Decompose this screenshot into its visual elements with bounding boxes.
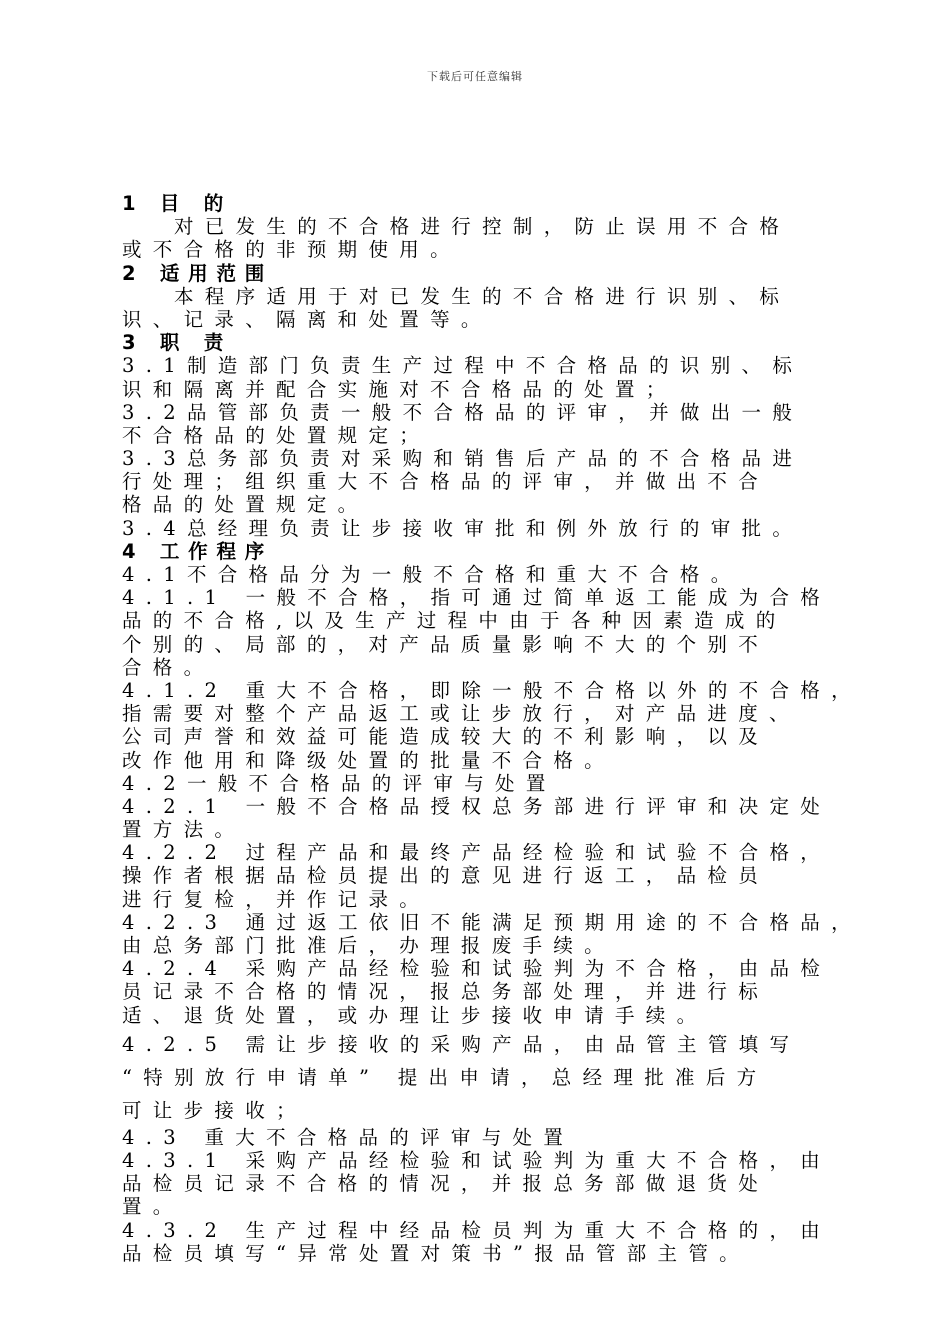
- paragraph-line: 行处理；组织重大不合格品的评审，并做出不合: [122, 470, 770, 494]
- paragraph-line: 3.3总务部负责对采购和销售后产品的不合格品进: [122, 447, 804, 471]
- paragraph-line: 4.1.2 重大不合格，即除一般不合格以外的不合格，: [122, 678, 862, 702]
- paragraph-line: 不合格品的处置规定；: [122, 423, 431, 447]
- paragraph-line: 识、记录、隔离和处置等。: [122, 307, 492, 331]
- paragraph-line: 员记录不合格的情况，报总务部处理，并进行标: [122, 980, 770, 1004]
- paragraph-line: 合格。: [122, 655, 215, 679]
- paragraph-line: 公司声誉和效益可能造成较大的不利影响，以及: [122, 725, 770, 749]
- paragraph-line: 4.2.2 过程产品和最终产品经检验和试验不合格，: [122, 841, 832, 865]
- paragraph-line: 可让步接收；: [122, 1098, 307, 1122]
- paragraph-line: 4.1不合格品分为一般不合格和重大不合格。: [122, 563, 742, 586]
- paragraph-line: 4.2.1 一般不合格品授权总务部进行评审和决定处: [122, 794, 832, 818]
- paragraph-line: 进行复检，并作记录。: [122, 887, 431, 911]
- paragraph-line: 识和隔离并配合实施对不合格品的处置；: [122, 377, 677, 401]
- section-heading: 2 适用范围: [122, 261, 274, 285]
- paragraph-line: 由总务部门批准后，办理报废手续。: [122, 934, 615, 957]
- paragraph-line: 品检员填写“异常处置对策书”报品管部主管。: [122, 1241, 750, 1265]
- paragraph-line: 置。: [122, 1195, 184, 1219]
- paragraph-line: 本程序适用于对已发生的不合格进行识别、标: [174, 284, 791, 308]
- paragraph-line: 置方法。: [122, 818, 246, 842]
- paragraph-line: 操作者根据品检员提出的意见进行返工，品检员: [122, 864, 770, 888]
- paragraph-line: 或不合格的非预期使用。: [122, 238, 461, 262]
- paragraph-line: “特别放行申请单” 提出申请，总经理批准后方: [122, 1065, 768, 1089]
- paragraph-line: 3.4总经理负责让步接收审批和例外放行的审批。: [122, 516, 804, 540]
- paragraph-line: 对已发生的不合格进行控制，防止误用不合格: [174, 215, 791, 239]
- section-heading: 1 目 的: [122, 192, 233, 215]
- paragraph-line: 适、退货处置，或办理让步接收申请手续。: [122, 1003, 708, 1027]
- paragraph-line: 4.2一般不合格品的评审与处置: [122, 771, 557, 795]
- section-heading: 4 工作程序: [122, 539, 274, 563]
- paragraph-line: 个别的、局部的，对产品质量影响不大的个别不: [122, 632, 770, 656]
- paragraph-line: 4.3 重大不合格品的评审与处置: [122, 1125, 575, 1149]
- paragraph-line: 改作他用和降级处置的批量不合格。: [122, 748, 615, 772]
- paragraph-line: 品的不合格,以及生产过程中由于各种因素造成的: [122, 609, 787, 633]
- paragraph-line: 品检员记录不合格的情况，并报总务部做退货处: [122, 1172, 770, 1196]
- document-body: [122, 192, 862, 1265]
- section-heading: 3 职 责: [122, 331, 233, 355]
- paragraph-line: 指需要对整个产品返工或让步放行，对产品进度、: [122, 702, 800, 726]
- paragraph-line: 3.2品管部负责一般不合格品的评审，并做出一般: [122, 400, 804, 424]
- watermark-text: 下载后可任意编辑: [427, 70, 523, 83]
- paragraph-line: 4.2.5 需让步接收的采购产品，由品管主管填写: [122, 1032, 801, 1056]
- paragraph-line: 4.2.4 采购产品经检验和试验判为不合格，由品检: [122, 957, 832, 981]
- paragraph-line: 4.2.3 通过返工依旧不能满足预期用途的不合格品，: [122, 910, 862, 934]
- paragraph-line: 格品的处置规定。: [122, 493, 369, 517]
- paragraph-line: 3.1制造部门负责生产过程中不合格品的识别、标: [122, 354, 804, 378]
- paragraph-line: 4.3.1 采购产品经检验和试验判为重大不合格，由: [122, 1148, 832, 1172]
- paragraph-line: 4.1.1 一般不合格，指可通过简单返工能成为合格: [122, 586, 832, 610]
- paragraph-line: 4.3.2 生产过程中经品检员判为重大不合格的，由: [122, 1218, 832, 1242]
